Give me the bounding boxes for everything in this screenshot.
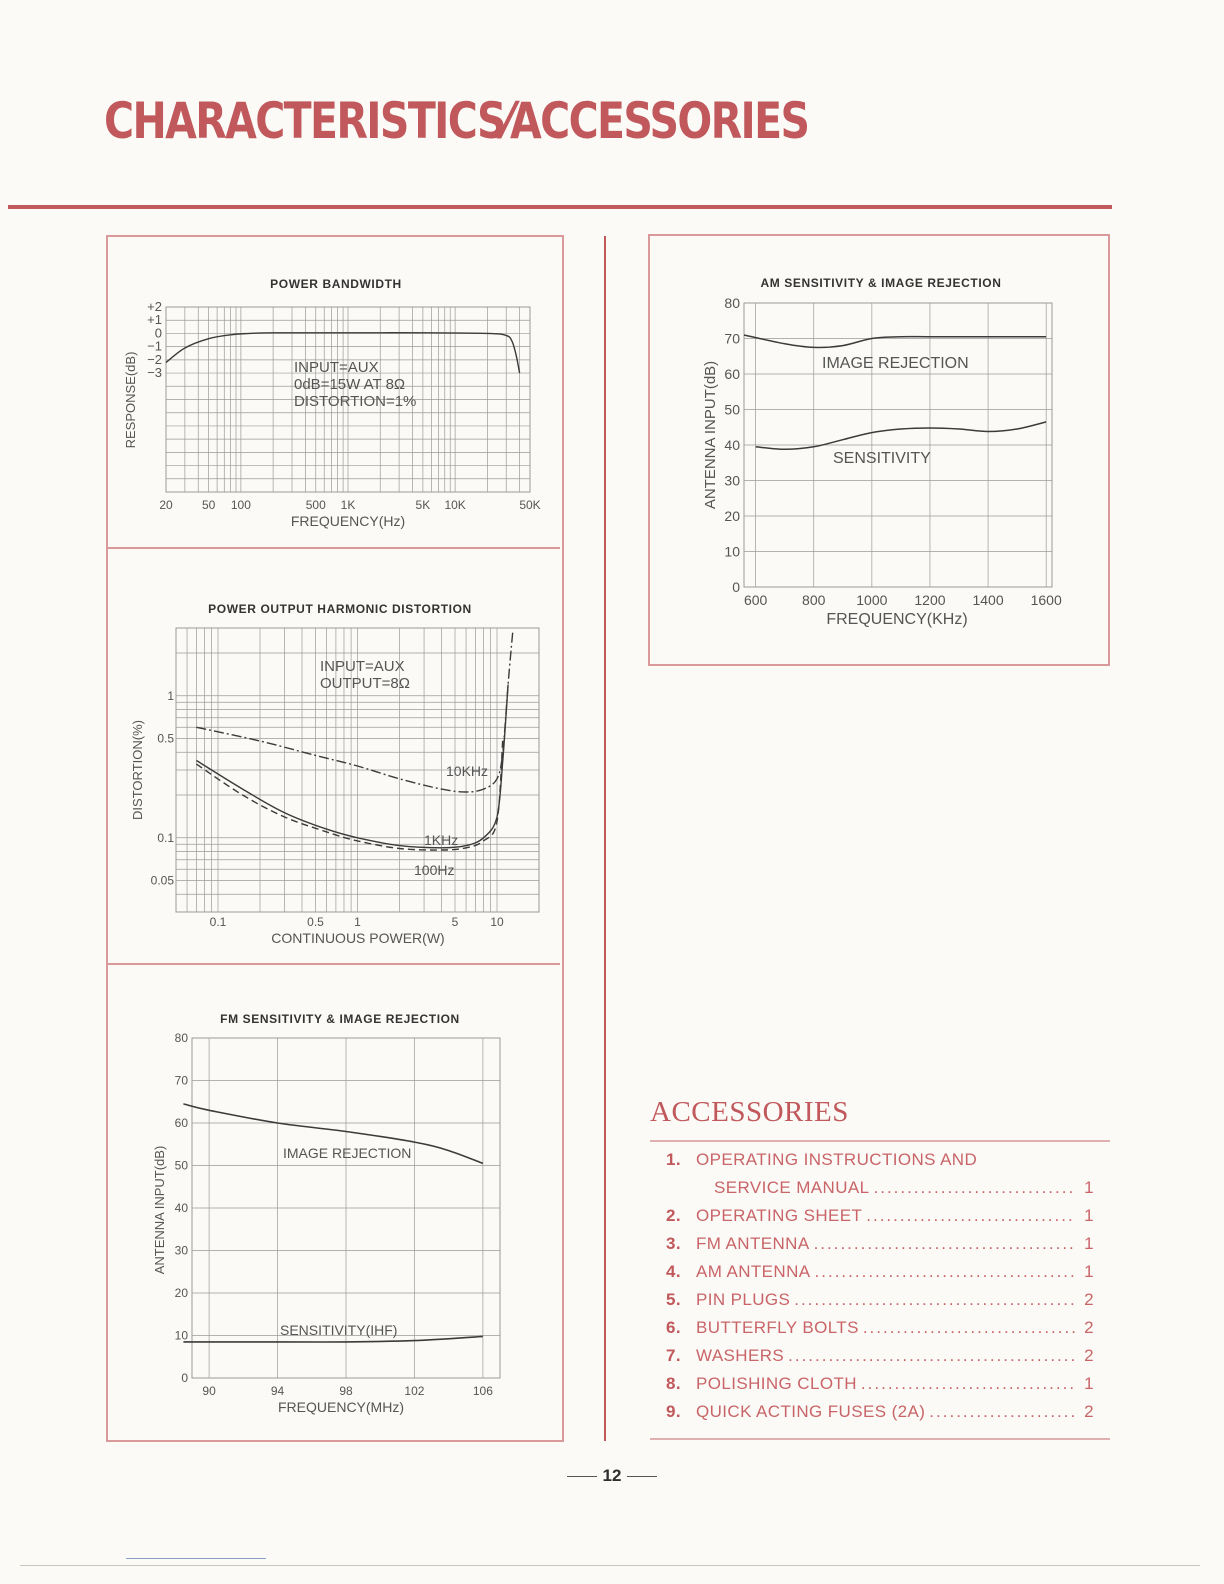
- list-item: [666, 1234, 1094, 1262]
- y-tick-label: 30: [724, 472, 740, 489]
- list-item: [666, 1346, 1094, 1374]
- page-number: 12: [0, 1466, 1224, 1486]
- y-tick-label: 0.5: [157, 731, 174, 746]
- accessories-heading: ACCESSORIES: [650, 1096, 849, 1128]
- y-tick-label: −2: [147, 351, 162, 367]
- accessories-rule: [650, 1140, 1110, 1142]
- bottom-rule: [20, 1565, 1200, 1566]
- list-item: [666, 1150, 1094, 1178]
- item-number: 5.: [666, 1290, 681, 1309]
- item-name: OPERATING INSTRUCTIONS AND: [696, 1150, 978, 1169]
- y-tick-label: 10: [174, 1328, 188, 1343]
- item-name: PIN PLUGS: [696, 1290, 791, 1309]
- list-item: [666, 1402, 1094, 1430]
- y-tick-label: −1: [147, 338, 162, 354]
- y-tick-label: 50: [174, 1158, 188, 1173]
- x-tick-label: 1400: [972, 592, 1004, 608]
- x-tick-label: 100: [230, 498, 251, 512]
- x-tick-label: 0.5: [307, 915, 324, 929]
- chart-annotation: INPUT=AUX: [294, 359, 379, 376]
- item-quantity: 1: [1084, 1262, 1094, 1281]
- y-tick-label: 0.05: [150, 873, 174, 888]
- leader-dots: [874, 1178, 1077, 1198]
- x-tick-label: 5: [451, 915, 459, 929]
- x-tick-label: 0.1: [209, 915, 227, 929]
- chart-annotation: DISTORTION=1%: [294, 393, 417, 410]
- bottom-rule-accent: [126, 1558, 266, 1559]
- x-tick-label: 5K: [415, 498, 431, 512]
- list-item: [666, 1262, 1094, 1290]
- series-label: SENSITIVITY: [833, 450, 931, 467]
- am-sensitivity-chart: [650, 265, 1108, 660]
- power-bandwidth-chart: [108, 260, 558, 540]
- panel-divider: [106, 963, 560, 965]
- leader-dots: [863, 1318, 1076, 1338]
- x-tick-label: 102: [404, 1384, 425, 1398]
- y-tick-label: 0: [732, 579, 740, 595]
- leader-dots: [814, 1234, 1076, 1254]
- y-tick-label: 0.1: [157, 830, 174, 845]
- item-number: 8.: [666, 1374, 681, 1393]
- y-axis-label: RESPONSE(dB): [123, 351, 138, 449]
- item-number: 1.: [666, 1150, 681, 1169]
- item-name: POLISHING CLOTH: [696, 1374, 857, 1393]
- y-tick-label: −3: [147, 365, 162, 381]
- item-number: 9.: [666, 1402, 681, 1421]
- item-name: OPERATING SHEET: [696, 1206, 863, 1225]
- y-tick-label: 20: [724, 508, 740, 524]
- series-label: IMAGE REJECTION: [822, 355, 969, 372]
- leader-dots: [788, 1346, 1076, 1366]
- chart-title: POWER BANDWIDTH: [270, 277, 402, 291]
- x-axis-label: FREQUENCY(MHz): [278, 1399, 404, 1415]
- list-item: [666, 1206, 1094, 1234]
- item-number: 2.: [666, 1206, 681, 1225]
- y-tick-label: 20: [174, 1286, 188, 1300]
- accessories-list: [666, 1150, 1094, 1430]
- chart-title: POWER OUTPUT HARMONIC DISTORTION: [208, 602, 472, 616]
- item-quantity: 2: [1084, 1402, 1094, 1421]
- chart-annotation: 0dB=15W AT 8Ω: [294, 376, 406, 393]
- leader-dots: [815, 1262, 1076, 1282]
- y-tick-label: 0: [154, 325, 162, 341]
- chart-annotation: OUTPUT=8Ω: [320, 675, 410, 692]
- y-tick-label: 50: [724, 401, 740, 418]
- list-item: [666, 1290, 1094, 1318]
- series-label: IMAGE REJECTION: [283, 1145, 412, 1161]
- chart-title: FM SENSITIVITY & IMAGE REJECTION: [220, 1012, 460, 1026]
- y-axis-label: DISTORTION(%): [130, 720, 145, 820]
- y-tick-label: 70: [724, 330, 740, 347]
- y-tick-label: 60: [174, 1116, 188, 1130]
- leader-dots: [861, 1374, 1076, 1394]
- item-quantity: 1: [1084, 1206, 1094, 1225]
- item-name: FM ANTENNA: [696, 1234, 810, 1253]
- x-tick-label: 1200: [914, 592, 946, 608]
- series-label: 1KHz: [424, 832, 459, 848]
- item-name: SERVICE MANUAL: [714, 1178, 870, 1197]
- item-name: BUTTERFLY BOLTS: [696, 1318, 859, 1337]
- x-tick-label: 600: [743, 592, 768, 608]
- fm-sensitivity-chart: [108, 1000, 558, 1430]
- item-number: 6.: [666, 1318, 681, 1337]
- x-tick-label: 1600: [1030, 592, 1062, 608]
- x-tick-label: 106: [472, 1384, 493, 1398]
- x-tick-label: 1: [354, 915, 361, 929]
- harmonic-distortion-chart: [108, 590, 558, 955]
- y-tick-label: 0: [181, 1371, 188, 1385]
- x-tick-label: 50K: [519, 498, 541, 512]
- x-axis-label: FREQUENCY(Hz): [290, 513, 406, 529]
- panel-divider: [106, 547, 560, 549]
- item-quantity: 2: [1084, 1290, 1094, 1309]
- item-number: 4.: [666, 1262, 681, 1281]
- y-axis-label: ANTENNA INPUT(dB): [152, 1145, 167, 1275]
- item-quantity: 2: [1084, 1346, 1094, 1365]
- x-tick-label: 20: [159, 498, 173, 512]
- x-axis-label: CONTINUOUS POWER(W): [271, 930, 445, 946]
- list-item: [666, 1374, 1094, 1402]
- x-axis-label: FREQUENCY(KHz): [826, 611, 968, 628]
- item-name: QUICK ACTING FUSES (2A): [696, 1402, 926, 1421]
- x-tick-label: 1K: [340, 498, 356, 512]
- x-tick-label: 50: [201, 498, 216, 512]
- x-tick-label: 90: [202, 1384, 216, 1398]
- list-item: [666, 1318, 1094, 1346]
- item-quantity: 1: [1084, 1178, 1094, 1197]
- x-tick-label: 10: [490, 915, 504, 929]
- y-axis-label: ANTENNA INPUT(dB): [702, 360, 719, 510]
- leader-dots: [929, 1402, 1076, 1422]
- x-tick-label: 10K: [444, 498, 466, 512]
- chart-title: AM SENSITIVITY & IMAGE REJECTION: [760, 276, 1002, 290]
- y-tick-label: 80: [724, 295, 740, 311]
- item-quantity: 1: [1084, 1374, 1094, 1393]
- y-tick-label: 70: [174, 1073, 188, 1088]
- title-rule: [8, 205, 1112, 209]
- y-tick-label: +2: [147, 299, 162, 314]
- leader-dots: [794, 1290, 1076, 1310]
- series-label: 100Hz: [414, 862, 455, 878]
- accessories-bottom-rule: [650, 1438, 1110, 1440]
- y-tick-label: 30: [174, 1243, 188, 1258]
- item-number: 7.: [666, 1346, 681, 1365]
- y-tick-label: 40: [174, 1201, 188, 1215]
- y-tick-label: 60: [724, 366, 740, 382]
- x-tick-label: 98: [339, 1384, 353, 1398]
- x-tick-label: 1000: [856, 592, 888, 608]
- x-tick-label: 500: [305, 498, 326, 512]
- y-tick-label: 80: [174, 1031, 188, 1045]
- x-tick-label: 94: [270, 1384, 285, 1398]
- x-tick-label: 800: [802, 592, 826, 608]
- y-tick-label: +1: [147, 312, 162, 328]
- column-divider: [604, 236, 606, 1441]
- item-name: WASHERS: [696, 1346, 785, 1365]
- y-tick-label: 1: [167, 688, 174, 703]
- item-number: 3.: [666, 1234, 681, 1253]
- item-quantity: 2: [1084, 1318, 1094, 1337]
- list-item: [666, 1178, 1094, 1206]
- series-label: SENSITIVITY(IHF): [280, 1322, 398, 1338]
- item-name: AM ANTENNA: [696, 1262, 811, 1281]
- item-quantity: 1: [1084, 1234, 1094, 1253]
- page-title: CHARACTERISTICS⁄ACCESSORIES: [104, 92, 809, 150]
- leader-dots: [866, 1206, 1076, 1226]
- y-tick-label: 40: [724, 437, 740, 453]
- series-label: 10KHz: [446, 763, 489, 779]
- sensitivity-curve: [744, 335, 1046, 347]
- chart-annotation: INPUT=AUX: [320, 658, 405, 675]
- y-tick-label: 10: [724, 543, 740, 560]
